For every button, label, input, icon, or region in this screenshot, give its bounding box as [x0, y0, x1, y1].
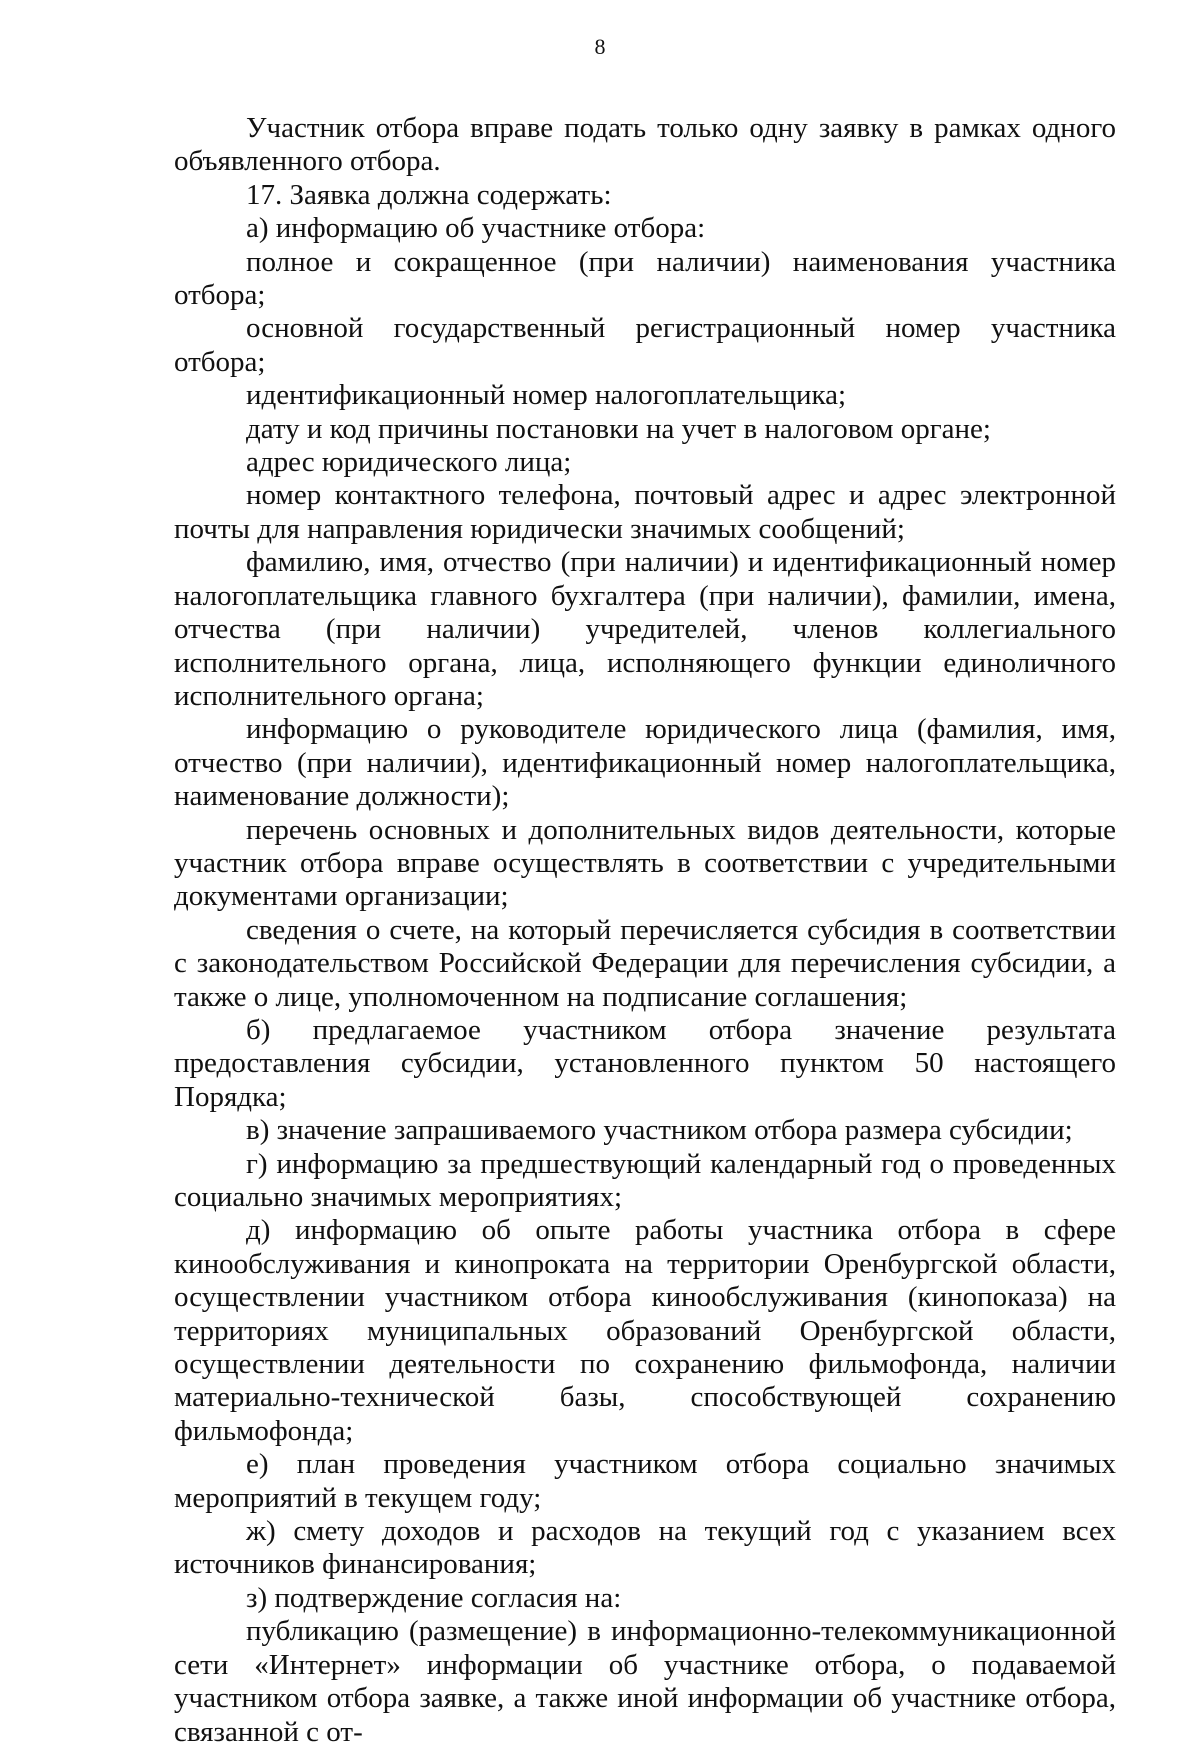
paragraph: б) предлагаемое участником отбора значение результата предоставления субсидии, установленного пунктом 50 настоящего Порядка; [174, 1013, 1116, 1113]
paragraph: ж) смету доходов и расходов на текущий год с указанием всех источников финансирования; [174, 1515, 1116, 1581]
paragraph: д) информацию об опыте работы участника отбора в сфере кинообслуживания и кинопроката на территории Оренбургской области, осуществлении участником отбора кинообслуживания (кинопоказа) на территориях муниципальных образований Оренбургской области, осуществлении деятельности по сохранению фильмофонда, наличии материально-технической базы, способствующей сохранению фильмофонда; [174, 1214, 1116, 1447]
paragraph: Участник отбора вправе подать только одну заявку в рамках одного объявленного отбора. [174, 112, 1116, 178]
paragraph: основной государственный регистрационный номер участника отбора; [174, 312, 1116, 378]
paragraph: адрес юридического лица; [246, 446, 572, 479]
paragraph: информацию о руководителе юридического лица (фамилия, имя, отчество (при наличии), идентификационный номер налогоплательщика, наименование должности); [174, 713, 1116, 813]
paragraph: г) информацию за предшествующий календарный год о проведенных социально значимых мероприятиях; [174, 1147, 1116, 1213]
paragraph: а) информацию об участнике отбора: [246, 212, 706, 245]
paragraph: сведения о счете, на который перечисляется субсидия в соответствии с законодательством Российской Федерации для перечисления субсидии, а также о лице, уполномоченном на подписание соглашения; [174, 913, 1116, 1013]
page-number: 8 [594, 34, 606, 59]
paragraph: 17. Заявка должна содержать: [246, 178, 612, 211]
paragraph: перечень основных и дополнительных видов деятельности, которые участник отбора вправе осуществлять в соответствии с учредительными документами организации; [174, 813, 1116, 913]
paragraph: з) подтверждение согласия на: [246, 1581, 622, 1614]
document-body [174, 112, 1116, 1749]
paragraph: в) значение запрашиваемого участником отбора размера субсидии; [246, 1114, 1073, 1147]
paragraph: идентификационный номер налогоплательщика; [246, 379, 847, 412]
paragraph: е) план проведения участником отбора социально значимых мероприятий в текущем году; [174, 1448, 1116, 1514]
paragraph: фамилию, имя, отчество (при наличии) и идентификационный номер налогоплательщика главного бухгалтера (при наличии), фамилии, имена, отчества (при наличии) учредителей, членов коллегиального исполнительного органа, лица, исполняющего функции единоличного исполнительного органа; [174, 546, 1116, 712]
paragraph: дату и код причины постановки на учет в налоговом органе; [246, 412, 991, 445]
paragraph: номер контактного телефона, почтовый адрес и адрес электронной почты для направления юридически значимых сообщений; [174, 479, 1116, 545]
paragraph: полное и сокращенное (при наличии) наименования участника отбора; [174, 245, 1116, 312]
paragraph: публикацию (размещение) в информационно-телекоммуникационной сети «Интернет» информации об участнике отбора, о подаваемой участником отбора заявке, а также иной информации об участнике отбора, связанной с от- [174, 1615, 1116, 1748]
